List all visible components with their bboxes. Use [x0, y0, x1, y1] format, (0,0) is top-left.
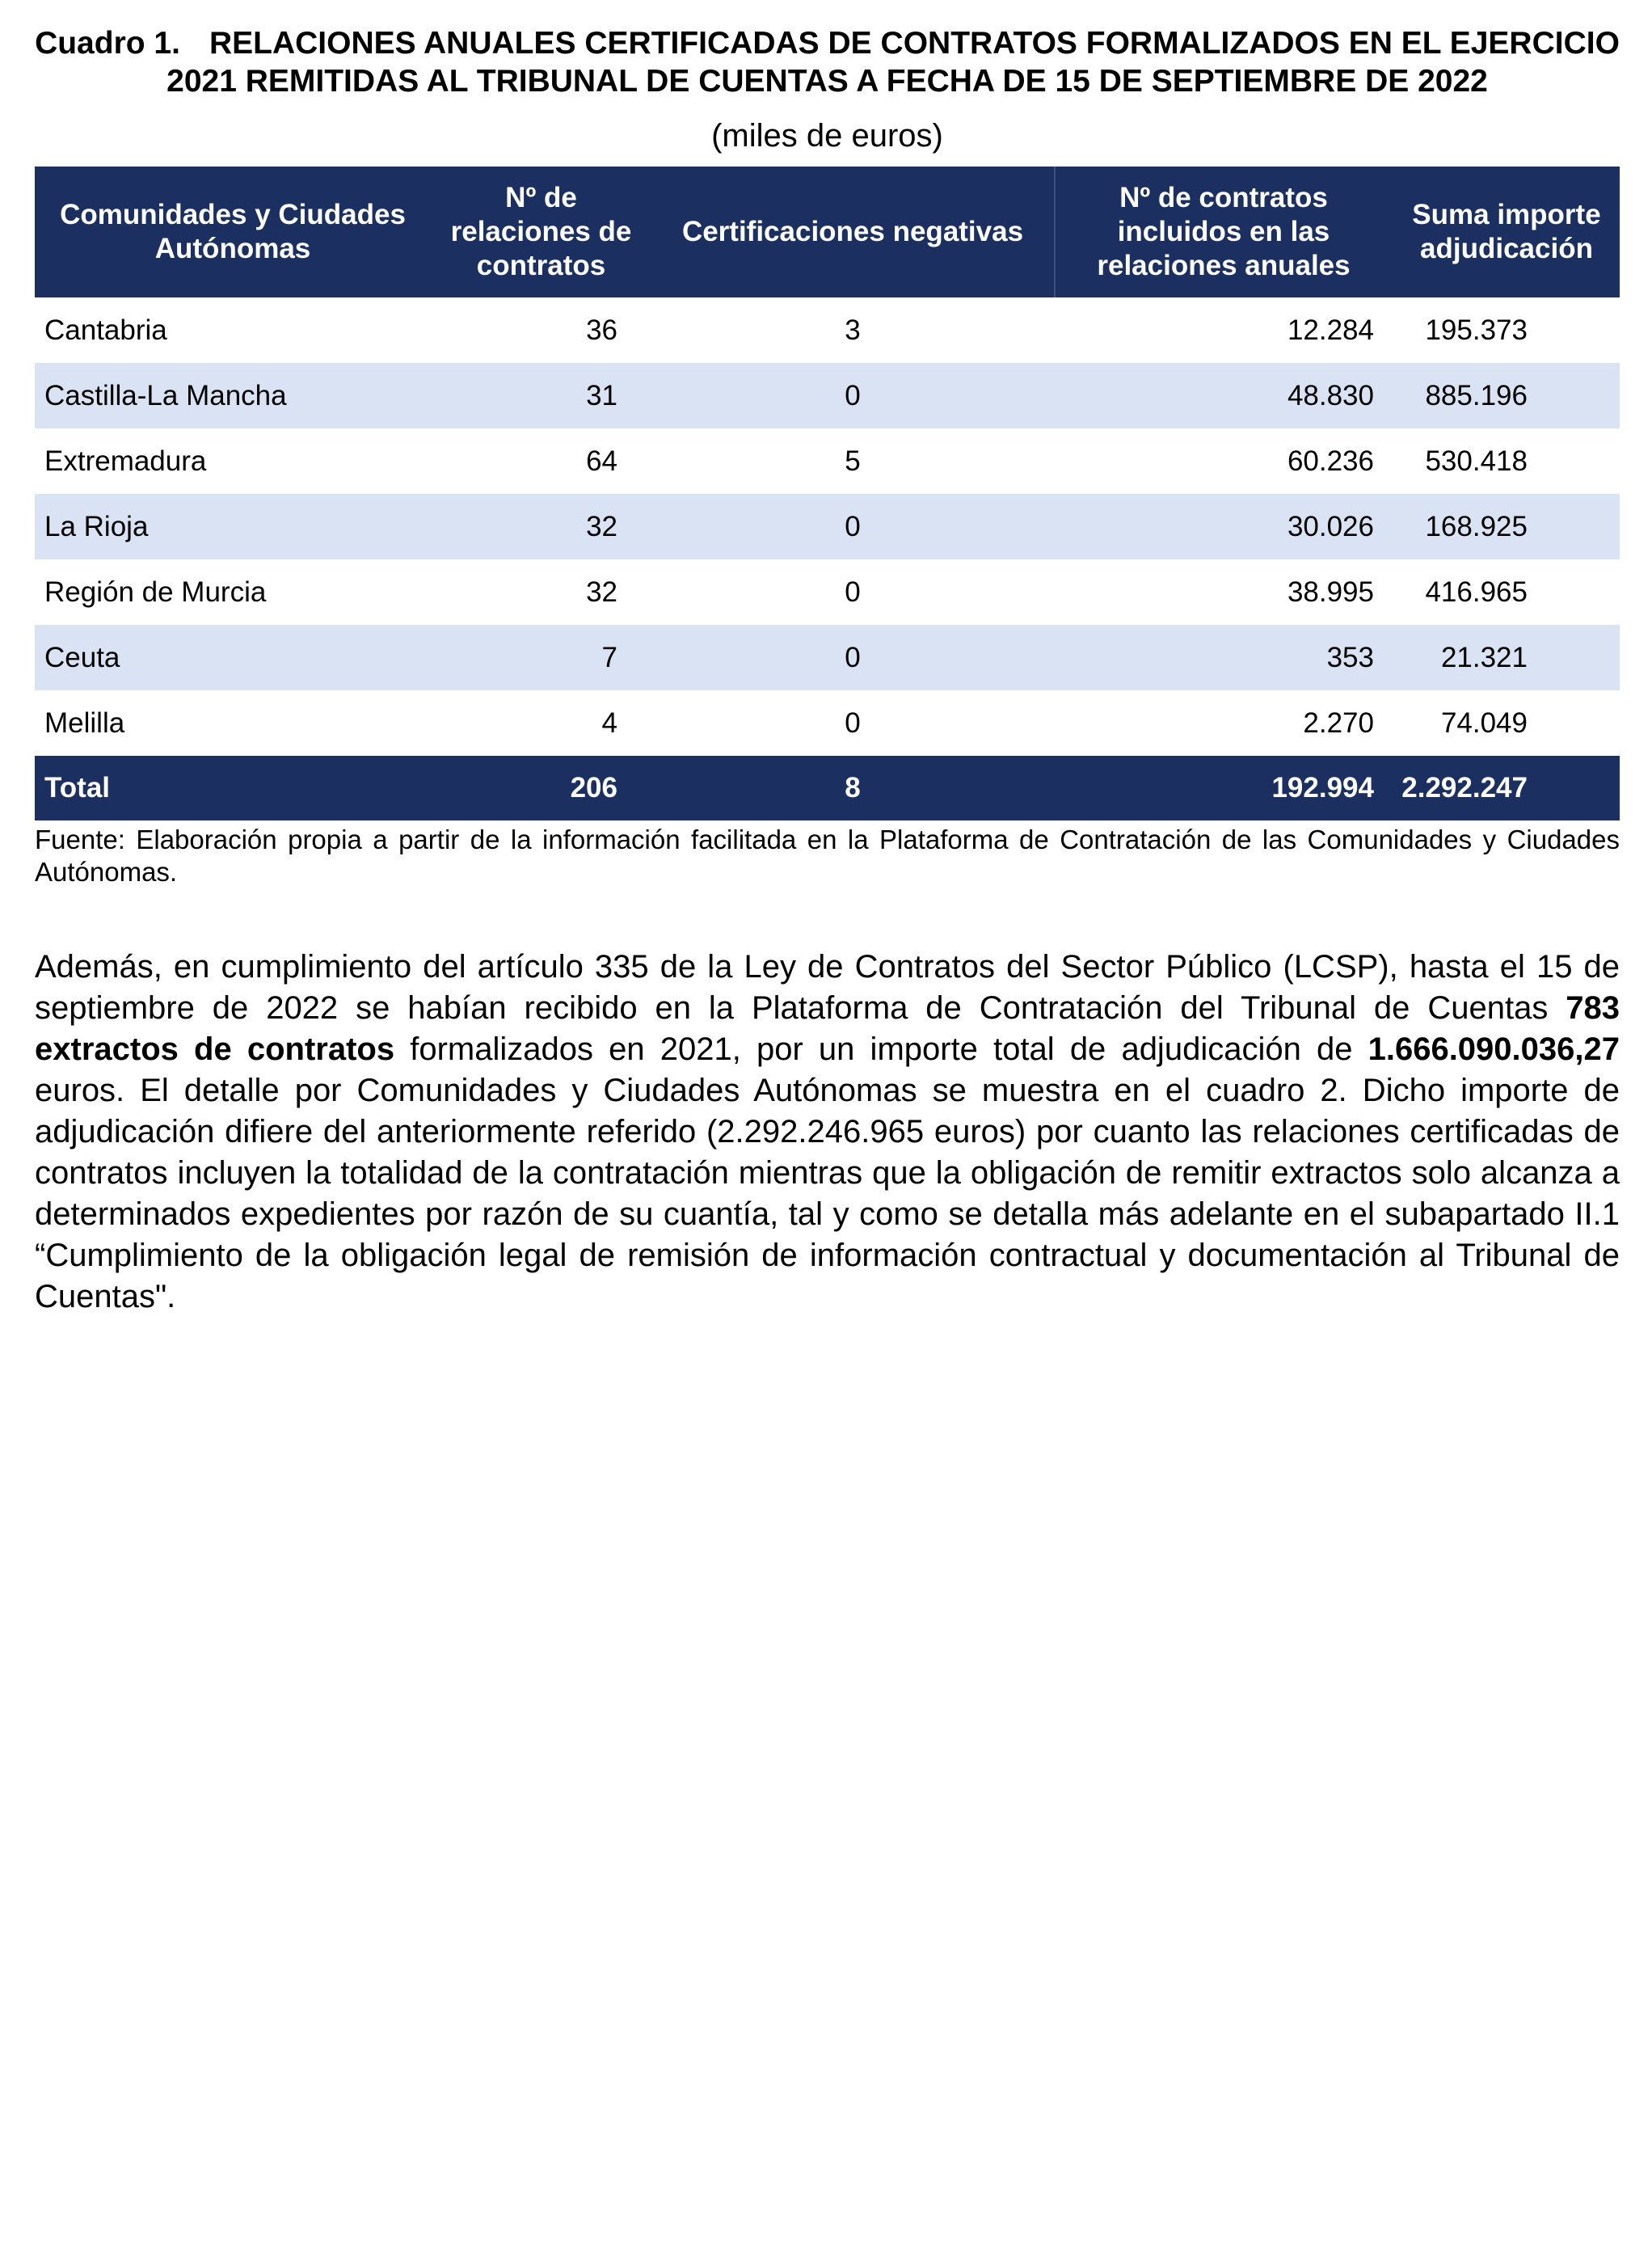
row-name: Extremadura: [44, 445, 207, 477]
total-label: Total: [44, 772, 111, 804]
row-importe: 168.925: [1425, 510, 1528, 542]
paragraph-part-1: Además, en cumplimiento del artículo 335 de la Ley de Contratos del Sector Público (LCSP), hasta el 15 de septiembre de 2022 se habían recibido en la Plataforma de Contratación del Tribunal de Cuentas: [35, 949, 1620, 1026]
row-relaciones: 7: [601, 641, 617, 673]
header-comunidades: Comunidades y Ciudades Autónomas: [60, 199, 406, 264]
row-importe: 416.965: [1425, 576, 1528, 608]
row-negativas: 0: [845, 510, 861, 542]
header-importe: Suma importe adjudicación: [1412, 199, 1601, 264]
row-contratos: 12.284: [1287, 314, 1374, 346]
table-row: [35, 559, 1620, 625]
row-negativas: 0: [845, 576, 861, 608]
paragraph-part-2: formalizados en 2021, por un importe total de adjudicación de: [394, 1031, 1368, 1067]
row-relaciones: 4: [601, 707, 617, 739]
paragraph-bold-importe: 1.666.090.036,27: [1368, 1031, 1620, 1067]
table-row: [35, 690, 1620, 756]
row-contratos: 38.995: [1287, 576, 1374, 608]
table-row: [35, 428, 1620, 494]
table-row: [35, 494, 1620, 559]
paragraph-bold-extractos: 783 extractos de contratos: [35, 990, 1620, 1067]
table-title: [35, 24, 1620, 100]
row-negativas: 3: [845, 314, 861, 346]
row-contratos: 48.830: [1287, 379, 1374, 411]
row-relaciones: 32: [586, 510, 617, 542]
row-relaciones: 36: [586, 314, 617, 346]
table-total-row: [35, 756, 1620, 820]
body-paragraph: [35, 947, 1620, 1318]
row-name: Región de Murcia: [44, 576, 267, 608]
header-contratos: Nº de contratos incluidos en las relaciones anuales: [1054, 167, 1393, 297]
row-negativas: 0: [845, 707, 861, 739]
total-contratos: 192.994: [1271, 772, 1374, 804]
table-number: Cuadro 1.: [35, 26, 180, 61]
row-name: Castilla-La Mancha: [44, 379, 287, 411]
row-importe: 885.196: [1425, 379, 1528, 411]
row-contratos: 30.026: [1287, 510, 1374, 542]
table-title-text: RELACIONES ANUALES CERTIFICADAS DE CONTRATOS FORMALIZADOS EN EL EJERCICIO 2021 REMITIDAS AL TRIBUNAL DE CUENTAS A FECHA DE 15 DE SEPTIEMBRE DE 2022: [166, 26, 1620, 99]
table-row: [35, 625, 1620, 690]
row-contratos: 60.236: [1287, 445, 1374, 477]
total-relaciones: 206: [570, 772, 617, 804]
row-relaciones: 64: [586, 445, 617, 477]
units-label: (miles de euros): [711, 118, 943, 154]
row-importe: 21.321: [1440, 641, 1528, 673]
table-row: [35, 363, 1620, 428]
contracts-table: [35, 167, 1620, 820]
row-name: Melilla: [44, 707, 125, 739]
row-negativas: 5: [845, 445, 861, 477]
row-name: Ceuta: [44, 641, 120, 673]
document-page: [35, 24, 1620, 1350]
header-relaciones: Nº de relaciones de contratos: [450, 182, 632, 281]
table-header-row: [35, 167, 1620, 297]
row-importe: 530.418: [1425, 445, 1528, 477]
row-importe: 195.373: [1425, 314, 1528, 346]
row-negativas: 0: [845, 379, 861, 411]
row-contratos: 2.270: [1303, 707, 1374, 739]
paragraph-part-3: euros. El detalle por Comunidades y Ciudades Autónomas se muestra en el cuadro 2. Dicho importe de adjudicación difiere del anteriormente referido (2.292.246.965 euros) por cuanto las relaciones certificadas de contratos incluyen la totalidad de la contratación mientras que la obligación de remitir extractos solo alcanza a determinados expedientes por razón de su cuantía, tal y como se detalla más adelante en el subapartado II.1 “Cumplimiento de la obligación legal de remisión de información contractual y documentación al Tribunal de Cuentas".: [35, 1073, 1620, 1314]
row-contratos: 353: [1326, 641, 1374, 673]
row-negativas: 0: [845, 641, 861, 673]
table-row: [35, 297, 1620, 363]
row-name: Cantabria: [44, 314, 167, 346]
row-relaciones: 32: [586, 576, 617, 608]
total-negativas: 8: [845, 772, 861, 804]
table-source-note: Fuente: Elaboración propia a partir de la información facilitada en la Plataforma de Contratación de las Comunidades y Ciudades Autónomas.: [35, 825, 1620, 887]
row-name: La Rioja: [44, 510, 149, 542]
row-importe: 74.049: [1440, 707, 1528, 739]
row-relaciones: 31: [586, 379, 617, 411]
header-negativas: Certificaciones negativas: [681, 216, 1024, 247]
total-importe: 2.292.247: [1401, 772, 1528, 804]
